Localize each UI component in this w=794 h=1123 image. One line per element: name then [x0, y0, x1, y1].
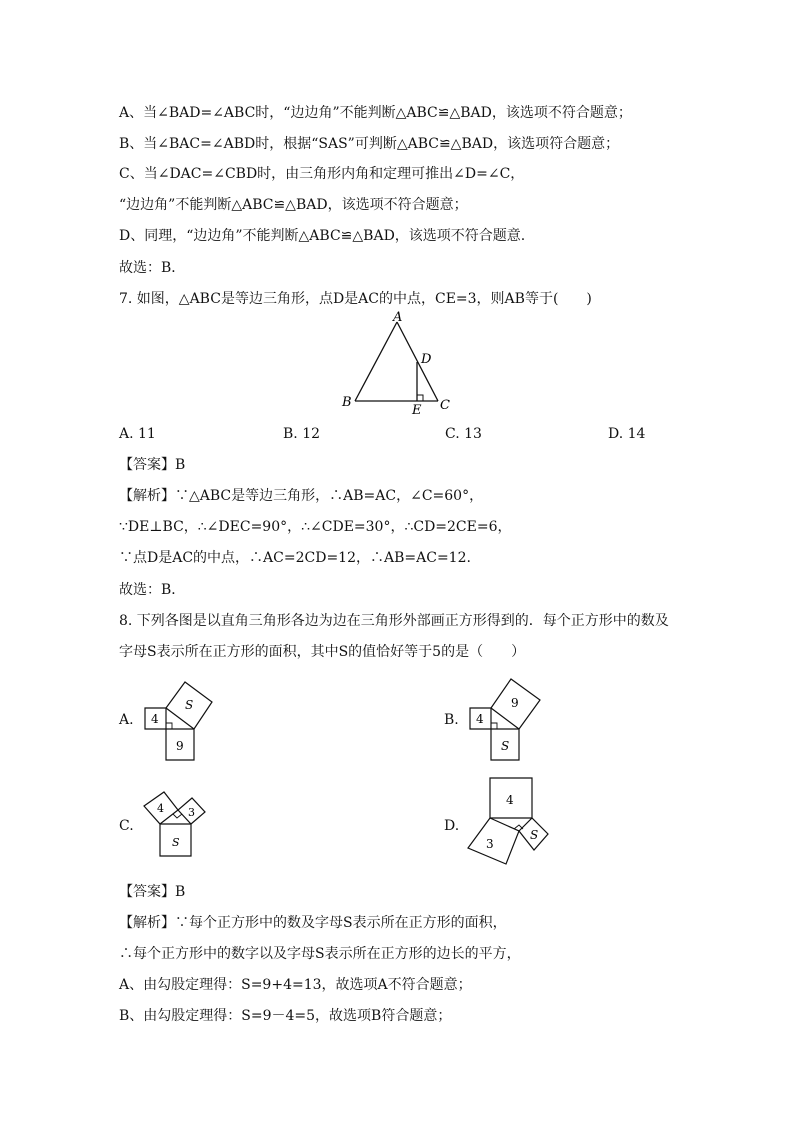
- q8-stem-2: 字母S表示所在正方形的面积，其中S的值恰好等于5的是（ ）: [119, 644, 526, 660]
- q7-analysis-2: ∵DE⊥BC，∴∠DEC=90°，∴∠CDE=30°，∴CD=2CE=6，: [119, 519, 512, 535]
- svg-text:9: 9: [176, 739, 184, 753]
- q8-figure-d-label: D.: [444, 818, 460, 834]
- text-line-a: A、当∠BAD=∠ABC时，“边边角”不能判断△ABC≌△BAD，该选项不符合题意；: [119, 105, 632, 121]
- q7-option-c: C. 13: [445, 426, 482, 442]
- q8-analysis-3: A、由勾股定理得：S=9+4=13，故选项A不符合题意；: [119, 977, 472, 993]
- right-angle-mark: [417, 395, 423, 401]
- q8-analysis-4: B、由勾股定理得：S=9－4=5，故选项B符合题意；: [119, 1008, 452, 1024]
- q7-stem: 7. 如图，△ABC是等边三角形，点D是AC的中点，CE=3，则AB等于( ): [119, 291, 592, 307]
- svg-text:3: 3: [486, 837, 494, 851]
- svg-text:3: 3: [188, 806, 195, 819]
- q8-figure-b-label: B.: [444, 712, 459, 728]
- svg-text:4: 4: [506, 793, 514, 807]
- label-c: C: [440, 398, 450, 413]
- svg-text:S: S: [501, 739, 510, 753]
- label-a: A: [393, 310, 403, 325]
- q8-figure-a-label: A.: [119, 712, 134, 728]
- q7-option-a: A. 11: [119, 426, 156, 442]
- q7-answer: 【答案】B: [119, 457, 186, 473]
- q8-answer: 【答案】B: [119, 884, 186, 900]
- svg-text:4: 4: [157, 802, 164, 815]
- svg-text:S: S: [172, 836, 180, 849]
- svg-text:4: 4: [151, 712, 159, 726]
- q7-triangle-figure: [330, 310, 470, 420]
- q8-figure-d: [462, 776, 562, 870]
- text-line-d: D、同理，“边边角”不能判断△ABC≌△BAD，该选项不符合题意.: [119, 228, 526, 244]
- q7-option-b: B. 12: [283, 426, 321, 442]
- text-line-choose: 故选：B．: [119, 260, 186, 276]
- label-e: E: [412, 403, 422, 418]
- svg-text:S: S: [530, 828, 539, 842]
- svg-text:4: 4: [476, 712, 484, 726]
- q7-analysis-4: 故选：B．: [119, 582, 186, 598]
- q8-figure-c: [138, 784, 218, 864]
- q8-analysis-2: ∴每个正方形中的数字以及字母S表示所在正方形的边长的平方，: [119, 946, 521, 962]
- label-b: B: [342, 395, 352, 410]
- q8-figure-b: [465, 676, 545, 766]
- svg-text:9: 9: [511, 696, 519, 710]
- q8-stem-1: 8. 下列各图是以直角三角形各边为边在三角形外部画正方形得到的．每个正方形中的数及: [119, 613, 669, 629]
- q7-option-d: D. 14: [608, 426, 646, 442]
- side-ab: [355, 322, 397, 401]
- label-d: D: [421, 352, 432, 367]
- text-line-b: B、当∠BAC=∠ABD时，根据“SAS”可判断△ABC≌△BAD，该选项符合题意；: [119, 136, 620, 152]
- text-line-c2: “边边角”不能判断△ABC≌△BAD，该选项不符合题意；: [119, 197, 468, 213]
- svg-text:S: S: [185, 698, 194, 712]
- q8-figure-a: [140, 676, 220, 766]
- q8-figure-c-label: C.: [119, 818, 134, 834]
- text-line-c: C、当∠DAC=∠CBD时，由三角形内角和定理可推出∠D=∠C，: [119, 166, 525, 182]
- q7-analysis-3: ∵点D是AC的中点，∴AC=2CD=12，∴AB=AC=12.: [119, 550, 471, 566]
- q7-analysis-1: 【解析】∵△ABC是等边三角形，∴AB=AC，∠C=60°，: [119, 488, 484, 504]
- q8-analysis-1: 【解析】∵每个正方形中的数及字母S表示所在正方形的面积，: [119, 915, 507, 931]
